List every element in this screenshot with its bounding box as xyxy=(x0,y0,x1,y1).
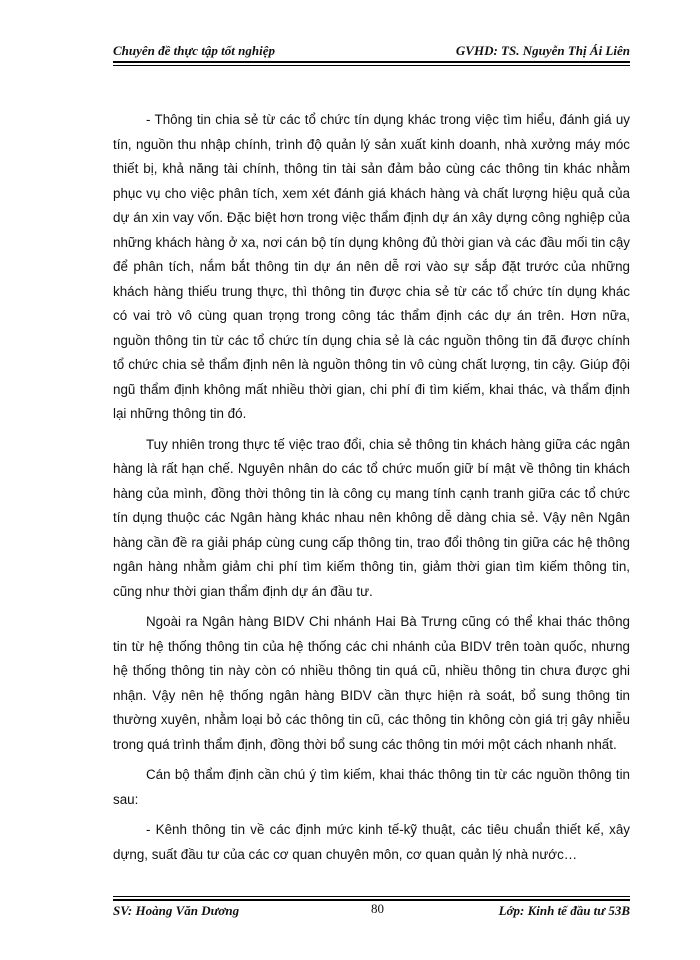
page-number: 80 xyxy=(371,901,384,916)
paragraph-channel-item: - Kênh thông tin về các định mức kinh tế-kỹ thuật, các tiêu chuẩn thiết kế, xây dựng, suất đầu tư của các cơ quan chuyên môn, cơ quan quản lý nhà nước… xyxy=(113,822,630,862)
paragraph-shared-info: - Thông tin chia sẻ từ các tổ chức tín dụng khác trong việc tìm hiểu, đánh giá uy tín, nguồn thu nhập chính, trình độ quản lý sản xuất kinh doanh, nhà xưởng máy móc thiết bị, khả năng tài chính, thông tin tài sản đảm bảo cùng các thông tin khác nhằm phục vụ cho việc phân tích, xem xét đánh giá khách hàng và chất lượng hiệu quả của dự án xin vay vốn. Đặc biệt hơn trong việc thẩm định dự án xây dựng công nghiệp của những khách hàng ở xa, nơi cán bộ tín dụng không đủ thời gian và các đầu mối tin cậy để phân tích, nắm bắt thông tin dự án nên dễ rơi vào sự sắp đặt trước của những khách hàng thiếu trung thực, thì thông tin được chia sẻ từ các tổ chức tín dụng khác có vai trò vô cùng quan trọng trong công tác thẩm định các dự án trên. Hơn nữa, nguồn thông tin từ các tổ chức tín dụng chia sẻ là các nguồn thông tin đã được chính tổ chức chia sẻ thẩm định nên là nguồn thông tin vô cùng chất lượng, tin cậy. Giúp đội ngũ thẩm định không mất nhiều thời gian, chi phí đi tìm kiếm, khai thác, và thẩm định lại những thông tin đó. xyxy=(113,112,630,421)
header-supervisor: GVHD: TS. Nguyễn Thị Ái Liên xyxy=(455,43,630,58)
paragraph-bidv-network: Ngoài ra Ngân hàng BIDV Chi nhánh Hai Bà Trưng cũng có thể khai thác thông tin từ hệ thống thông tin của hệ thống các chi nhánh của BIDV trên toàn quốc, nhưng hệ thống thông tin này còn có nhiều thông tin quá cũ, nhiều thông tin chưa được ghi nhận. Vậy nên hệ thống ngân hàng BIDV cần thực hiện rà soát, bổ sung thông tin thường xuyên, nhằm loại bỏ các thông tin cũ, các thông tin không còn giá trị gây nhiễu trong quá trình thẩm định, đồng thời bổ sung các thông tin mới một cách nhanh nhất. xyxy=(113,614,630,752)
footer-class-name: Lớp: Kinh tế đầu tư 53B xyxy=(498,903,630,918)
document-body xyxy=(113,108,630,873)
footer-rule-thin xyxy=(113,896,630,897)
paragraph-limitations: Tuy nhiên trong thực tế việc trao đổi, chia sẻ thông tin khách hàng giữa các ngân hàng là rất hạn chế. Nguyên nhân do các tổ chức muốn giữ bí mật về thông tin khách hàng của mình, đồng thời thông tin là công cụ mang tính cạnh tranh giữa các tổ chức tín dụng thuộc các Ngân hàng khác nhau nên không dễ dàng chia sẻ. Vậy nên Ngân hàng cần đề ra giải pháp cùng cung cấp thông tin, trao đổi thông tin giữa các hệ thông ngân hàng nhằm giảm chi phí tìm kiếm thông tin, giảm thời gian tìm kiếm thông tin, cũng như thời gian thẩm định dự án đầu tư. xyxy=(113,436,630,599)
page-header xyxy=(113,41,630,61)
header-rule-thick xyxy=(113,61,630,63)
footer-student-name: SV: Hoàng Văn Dương xyxy=(113,903,240,918)
header-course-title: Chuyên đề thực tập tốt nghiệp xyxy=(113,43,275,58)
page-footer xyxy=(113,903,630,923)
header-rule-thin xyxy=(113,65,630,66)
paragraph-sources-intro: Cán bộ thẩm định cần chú ý tìm kiếm, khai thác thông tin từ các nguồn thông tin sau: xyxy=(113,767,630,807)
